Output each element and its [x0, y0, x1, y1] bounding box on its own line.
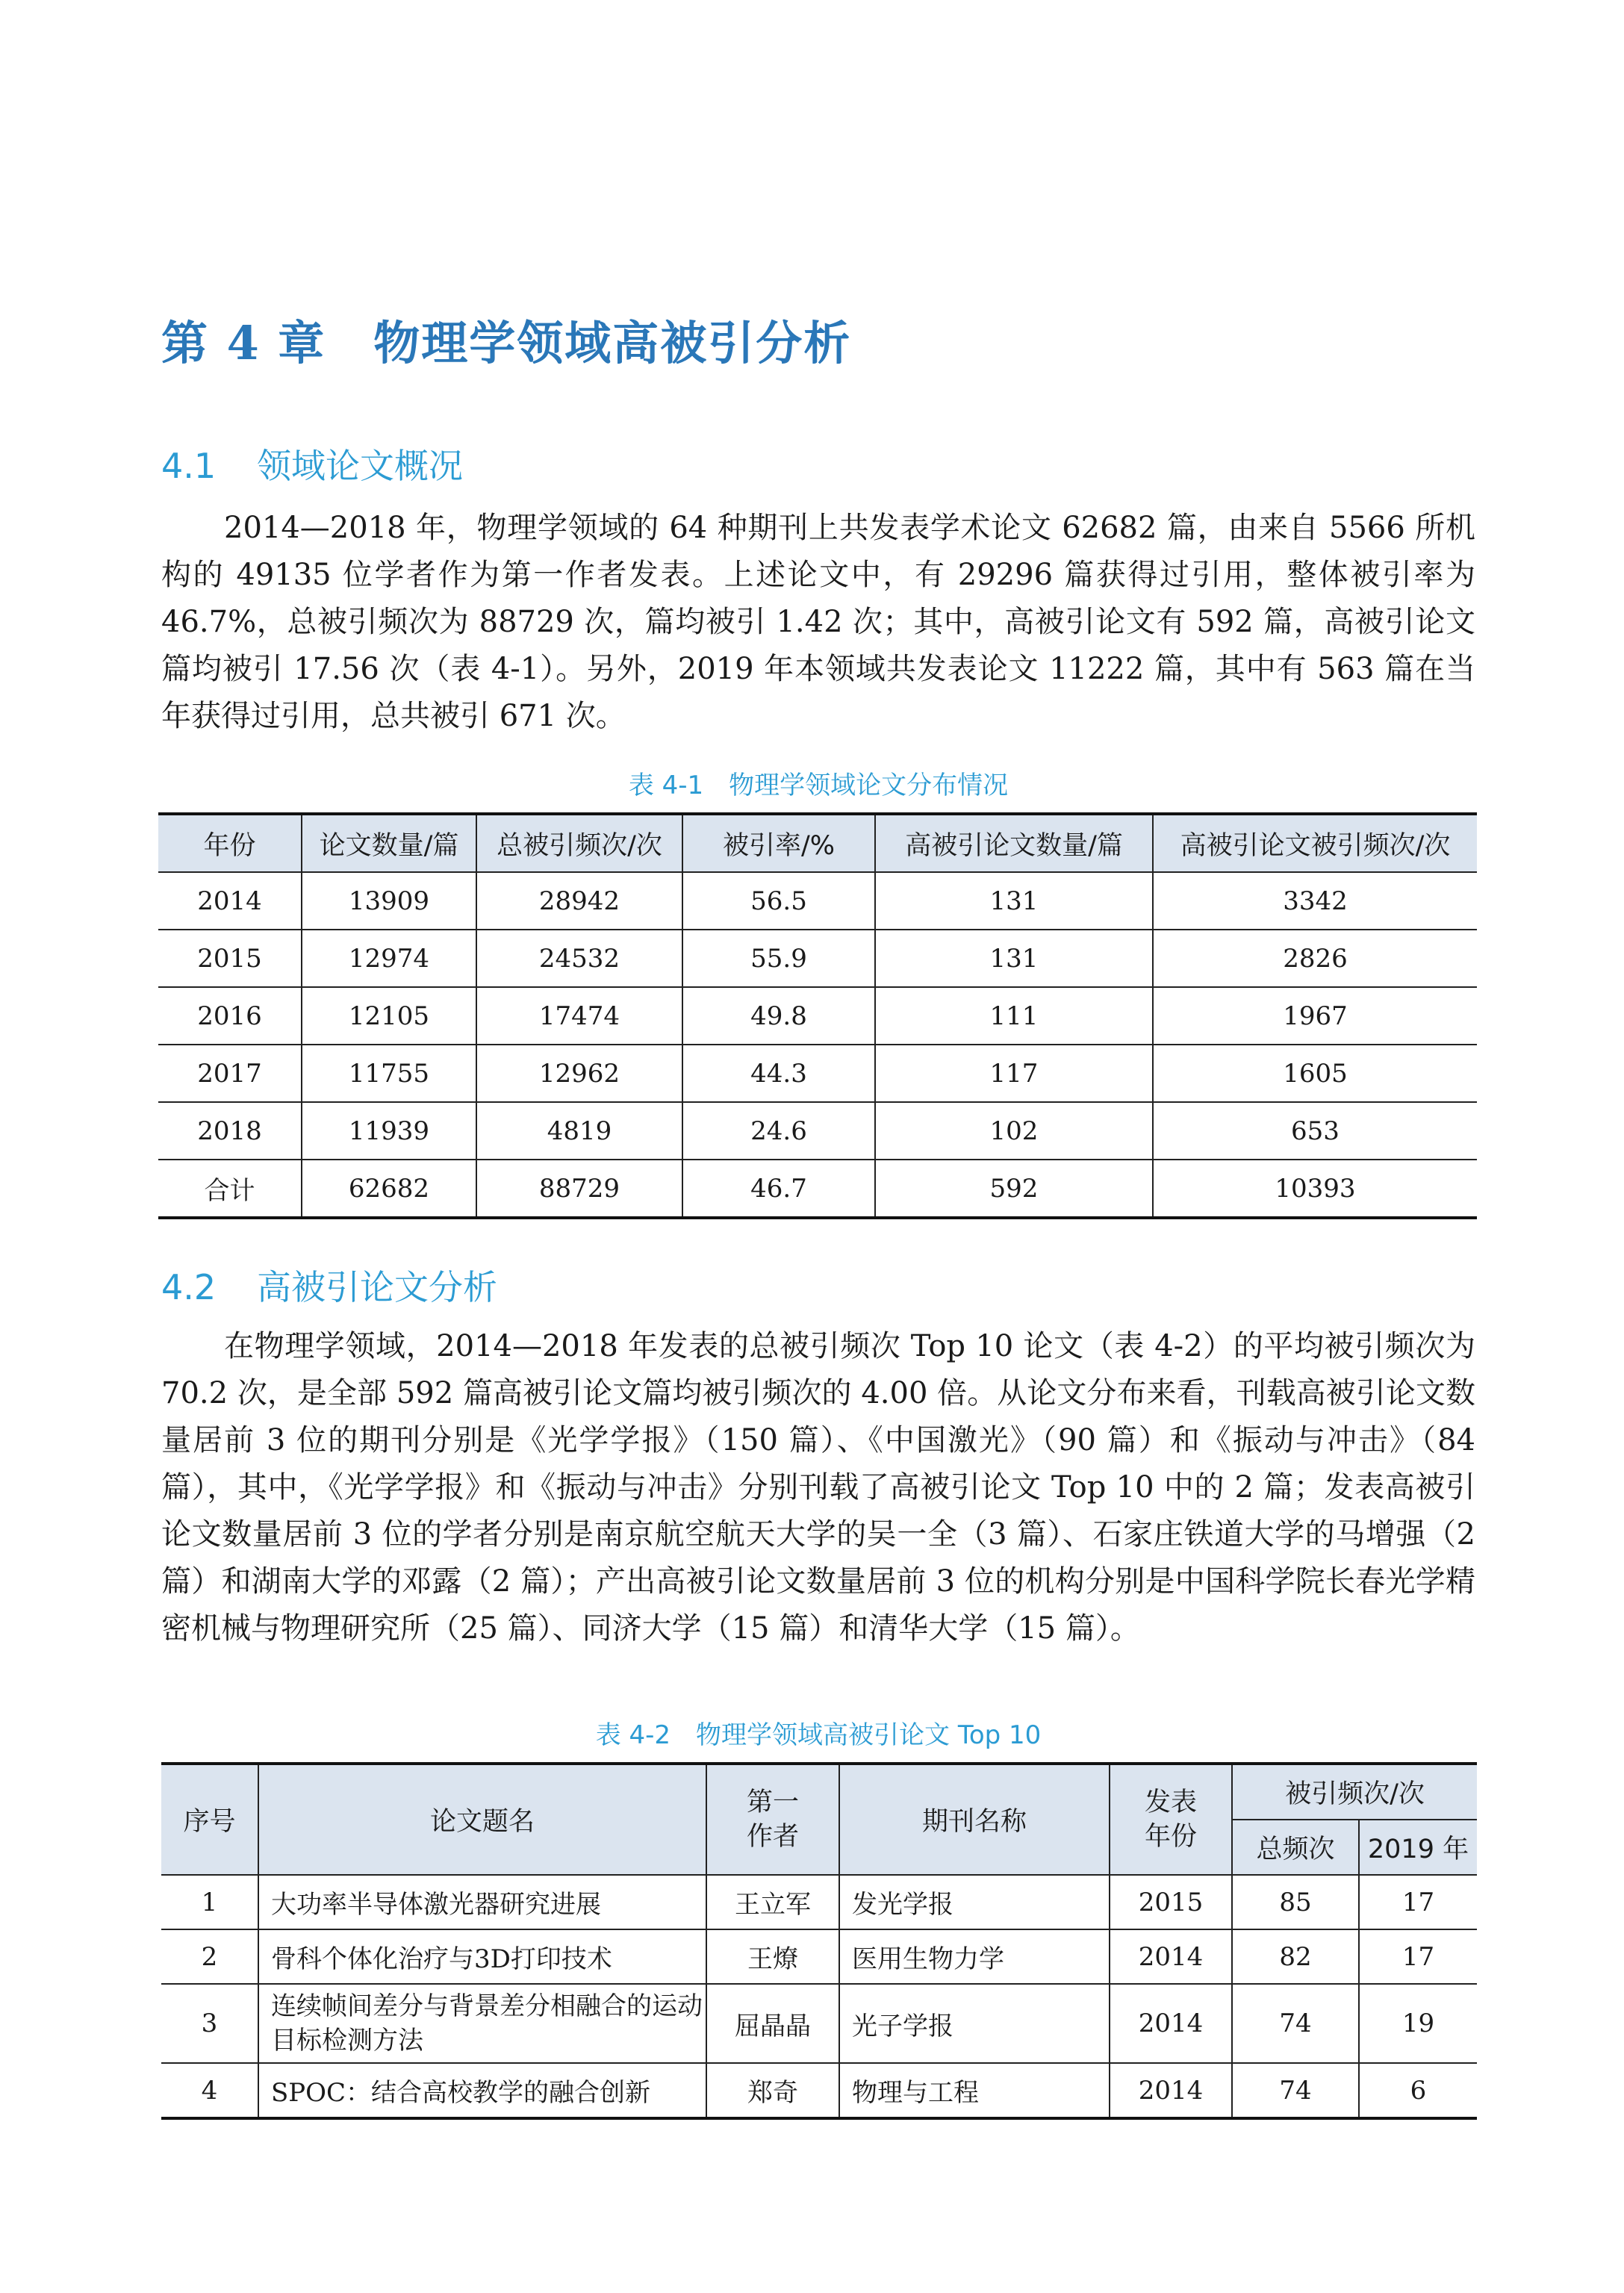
- table-cell: 44.3: [682, 1045, 875, 1102]
- table-cell: 11939: [302, 1102, 476, 1160]
- table-cell: SPOC：结合高校教学的融合创新: [258, 2063, 706, 2118]
- table-cell: 85: [1232, 1875, 1359, 1929]
- section-title: 高被引论文分析: [257, 1267, 497, 1307]
- table-cell: 2: [161, 1929, 258, 1984]
- table-cell: 2014: [158, 872, 302, 930]
- table-2: [161, 1762, 1477, 2120]
- table-cell: 1: [161, 1875, 258, 1929]
- table-2-header-cell: 论文题名: [258, 1764, 706, 1875]
- table-2-header-cell: 总频次: [1232, 1820, 1359, 1875]
- table-cell: 2015: [158, 930, 302, 987]
- table-2-header-cell: [706, 1764, 839, 1875]
- table-row: [161, 1929, 1477, 1984]
- table-cell: 6: [1359, 2063, 1477, 2118]
- section-number: 4.2: [161, 1267, 217, 1307]
- table-cell: 2826: [1153, 930, 1477, 987]
- table-row: [158, 987, 1477, 1045]
- table-cell: 大功率半导体激光器研究进展: [258, 1875, 706, 1929]
- table-cell: 王立军: [706, 1875, 839, 1929]
- table-1: [158, 812, 1477, 1219]
- table-row: [158, 1045, 1477, 1102]
- table-cell: 王燎: [706, 1929, 839, 1984]
- table-cell: 2014: [1110, 1929, 1232, 1984]
- table-cell: 12962: [476, 1045, 682, 1102]
- table-1-header-cell: 总被引频次/次: [476, 814, 682, 872]
- section-1-paragraph: 2014—2018 年，物理学领域的 64 种期刊上共发表学术论文 62682 篇，由来自 5566 所机构的 49135 位学者作为第一作者发表。上述论文中，有 29296 篇获得过引用，整体被引率为 46.7%，总被引频次为 88729 次，篇均被引 1.42 次；其中，高被引论文有 592 篇，高被引论文篇均被引 17.56 次（表 4-1）。另外，2019 年本领域共发表论文 11222 篇，其中有 563 篇在当年获得过引用，总共被引 671 次。: [161, 511, 1475, 733]
- table-row: [161, 1984, 1477, 2063]
- table-cell: 2015: [1110, 1875, 1232, 1929]
- table-cell: 653: [1153, 1102, 1477, 1160]
- table-cell: 3: [161, 1984, 258, 2063]
- table-cell: 102: [875, 1102, 1153, 1160]
- chapter-title: 第 4 章 物理学领域高被引分析: [161, 316, 852, 370]
- table-cell: 111: [875, 987, 1153, 1045]
- table-row: [158, 872, 1477, 930]
- table-2-header-cell: [1110, 1764, 1232, 1875]
- table-cell: 13909: [302, 872, 476, 930]
- section-2-paragraph: 在物理学领域，2014—2018 年发表的总被引频次 Top 10 论文（表 4-2）的平均被引频次为 70.2 次，是全部 592 篇高被引论文篇均被引频次的 4.00 倍。从论文分布来看，刊载高被引论文数量居前 3 位的期刊分别是《光学学报》（150 篇）、《中国激光》（90 篇）和《振动与冲击》（84 篇），其中，《光学学报》和《振动与冲击》分别刊载了高被引论文 Top 10 中的 2 篇；发表高被引论文数量居前 3 位的学者分别是南京航空航天大学的吴一全（3 篇）、石家庄铁道大学的马增强（2 篇）和湖南大学的邓露（2 篇）；产出高被引论文数量居前 3 位的机构分别是中国科学院长春光学精密机械与物理研究所（25 篇）、同济大学（15 篇）和清华大学（15 篇）。: [161, 1329, 1475, 1646]
- table-1-header-cell: 高被引论文数量/篇: [875, 814, 1153, 872]
- table-cell: 骨科个体化治疗与3D打印技术: [258, 1929, 706, 1984]
- section-title: 领域论文概况: [257, 446, 463, 486]
- table-cell: 12105: [302, 987, 476, 1045]
- table-cell: 17474: [476, 987, 682, 1045]
- table-cell: 55.9: [682, 930, 875, 987]
- table-cell: 74: [1232, 2063, 1359, 2118]
- table-total-row: [158, 1160, 1477, 1218]
- table-cell: 17: [1359, 1929, 1477, 1984]
- table-cell: 131: [875, 930, 1153, 987]
- table-1-caption: 表 4-1 物理学领域论文分布情况: [628, 771, 1009, 800]
- table-cell: 11755: [302, 1045, 476, 1102]
- table-cell: 4819: [476, 1102, 682, 1160]
- table-cell: 117: [875, 1045, 1153, 1102]
- table-row: [161, 1875, 1477, 1929]
- table-cell: 82: [1232, 1929, 1359, 1984]
- table-cell: 郑奇: [706, 2063, 839, 2118]
- table-cell: 2014: [1110, 1984, 1232, 2063]
- table-cell: 10393: [1153, 1160, 1477, 1218]
- header-text: 第一作者: [746, 1788, 799, 1852]
- table-cell: 74: [1232, 1984, 1359, 2063]
- table-2-header-cell: 期刊名称: [839, 1764, 1110, 1875]
- table-1-header-row: [158, 814, 1477, 872]
- table-cell: 17: [1359, 1875, 1477, 1929]
- table-cell: 连续帧间差分与背景差分相融合的运动目标检测方法: [258, 1984, 706, 2063]
- section-number: 4.1: [161, 446, 217, 486]
- table-1-header-cell: 论文数量/篇: [302, 814, 476, 872]
- table-cell: 56.5: [682, 872, 875, 930]
- table-cell: 88729: [476, 1160, 682, 1218]
- table-2-header-cell: 被引频次/次: [1232, 1764, 1477, 1820]
- table-cell: 12974: [302, 930, 476, 987]
- table-cell: 光子学报: [839, 1984, 1110, 2063]
- table-2-header-cell: 2019 年: [1359, 1820, 1477, 1875]
- table-cell: 医用生物力学: [839, 1929, 1110, 1984]
- table-cell: 2016: [158, 987, 302, 1045]
- table-cell: 19: [1359, 1984, 1477, 2063]
- table-1-header-cell: 被引率/%: [682, 814, 875, 872]
- table-cell: 1967: [1153, 987, 1477, 1045]
- section-heading-4-1: [161, 439, 463, 488]
- table-cell: 1605: [1153, 1045, 1477, 1102]
- table-cell: 3342: [1153, 872, 1477, 930]
- table-cell: 物理与工程: [839, 2063, 1110, 2118]
- table-cell: 28942: [476, 872, 682, 930]
- table-1-header-cell: 高被引论文被引频次/次: [1153, 814, 1477, 872]
- table-cell: 49.8: [682, 987, 875, 1045]
- table-row: [158, 1102, 1477, 1160]
- table-cell: 2014: [1110, 2063, 1232, 2118]
- table-2-header-row: [161, 1764, 1477, 1820]
- section-heading-4-2: [161, 1260, 497, 1310]
- table-row: [158, 930, 1477, 987]
- table-2-header-cell: 序号: [161, 1764, 258, 1875]
- table-cell: 24532: [476, 930, 682, 987]
- table-cell: 24.6: [682, 1102, 875, 1160]
- table-cell: 592: [875, 1160, 1153, 1218]
- table-cell: 2018: [158, 1102, 302, 1160]
- table-cell: 合计: [158, 1160, 302, 1218]
- table-2-caption: 表 4-2 物理学领域高被引论文 Top 10: [595, 1720, 1042, 1750]
- table-cell: 屈晶晶: [706, 1984, 839, 2063]
- table-cell: 4: [161, 2063, 258, 2118]
- header-text: 发表年份: [1144, 1788, 1197, 1852]
- table-cell: 62682: [302, 1160, 476, 1218]
- table-cell: 46.7: [682, 1160, 875, 1218]
- table-cell: 发光学报: [839, 1875, 1110, 1929]
- table-row: [161, 2063, 1477, 2118]
- table-cell: 2017: [158, 1045, 302, 1102]
- table-cell: 131: [875, 872, 1153, 930]
- table-1-header-cell: 年份: [158, 814, 302, 872]
